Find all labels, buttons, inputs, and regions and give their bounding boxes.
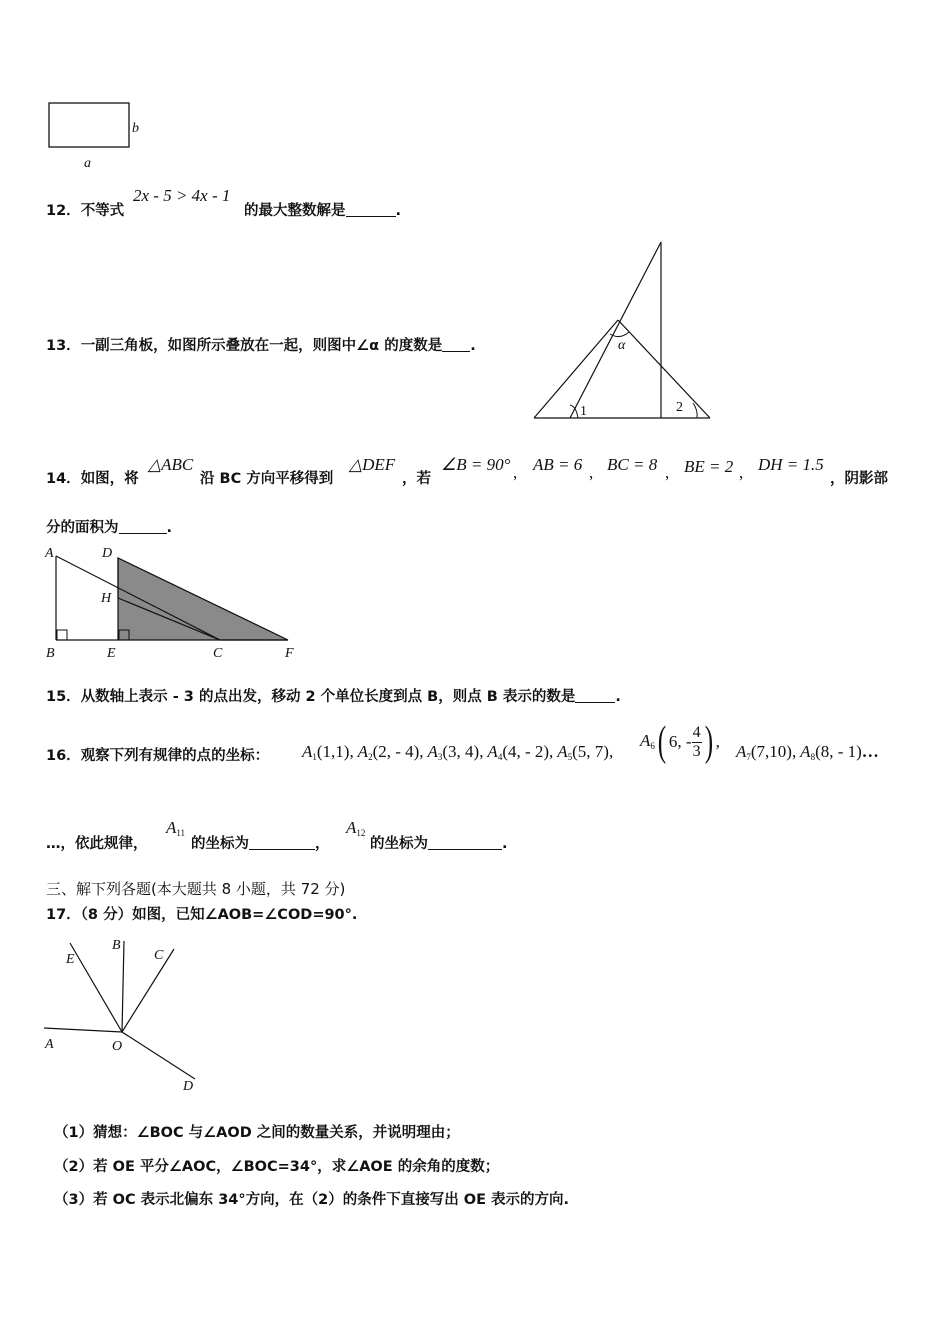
- condition-dh: DH = 1.5: [758, 455, 824, 474]
- question-17-head: 17．（8 分）如图，已知∠AOB=∠COD=90°.: [46, 907, 358, 923]
- q14-line2: 分的面积为 .: [46, 520, 173, 536]
- point-a7: $A_7(7,10)$,: [736, 742, 797, 762]
- point-f: F: [285, 646, 294, 661]
- ray-b-label: B: [112, 938, 121, 953]
- point-h: H: [101, 591, 112, 606]
- answer-blank[interactable]: [249, 835, 315, 850]
- q14-translate-text: 沿 BC 方向平移得到: [200, 471, 334, 487]
- q16-points-tail: $A_7(7,10)$, $A_8(8$, - 1)…: [736, 742, 879, 762]
- answer-blank[interactable]: [442, 337, 470, 352]
- condition-ab: AB = 6: [533, 455, 583, 474]
- ray-d-label: D: [183, 1079, 194, 1094]
- point-a8: $A_8(8$, - 1): [800, 742, 862, 762]
- label-b: b: [132, 121, 139, 136]
- q16-points: [302, 742, 613, 762]
- point-a11: $A_{11}$: [166, 818, 186, 838]
- condition-bc: BC = 8: [607, 455, 658, 474]
- triangle-def: △DEF: [349, 455, 396, 474]
- question-12: [46, 199, 124, 220]
- triangle-abc: △ABC: [148, 455, 194, 474]
- answer-blank[interactable]: [119, 519, 167, 534]
- q16-line2: …，依此规律，: [46, 836, 148, 852]
- question-number: 12．: [46, 203, 81, 219]
- answer-blank[interactable]: [346, 202, 396, 217]
- angle-figure-q17: [40, 935, 220, 1100]
- question-16: [46, 744, 269, 765]
- question-13: 13．一副三角板，如图所示叠放在一起，则图中∠α 的度数是 .: [46, 338, 476, 354]
- section-heading: 三、解下列各题(本大题共 8 小题，共 72 分): [46, 880, 346, 898]
- rectangle-figure: [40, 95, 160, 175]
- q17-part-1: （1）猜想：∠BOC 与∠AOD 之间的数量关系，并说明理由；: [54, 1125, 460, 1141]
- ray-a-label: A: [45, 1037, 54, 1052]
- point-a: A: [45, 546, 54, 561]
- point-b: B: [46, 646, 55, 661]
- point-a12: $A_{12}$: [346, 818, 366, 838]
- point-a5: $A_5(5$, 7),: [557, 742, 614, 762]
- point-e: E: [107, 646, 116, 661]
- question-number: 15．: [46, 689, 81, 705]
- question-number: 14．: [46, 471, 81, 487]
- ray-e-label: E: [66, 952, 75, 967]
- ray-c-label: C: [154, 948, 164, 963]
- angle-2-label: 2: [676, 400, 683, 415]
- q17-part-3: （3）若 OC 表示北偏东 34°方向，在（2）的条件下直接写出 OE 表示的方向.: [54, 1192, 570, 1208]
- q13-text: 一副三角板，如图所示叠放在一起，则图中∠α 的度数是: [80, 338, 443, 354]
- q15-text: 从数轴上表示 - 3 的点出发，移动 2 个单位长度到点 B，则点 B 表示的数是: [80, 689, 576, 705]
- translation-figure-q14: [40, 540, 310, 665]
- answer-blank[interactable]: [575, 688, 615, 703]
- point-a4: $A_4(4$, - 2),: [487, 742, 554, 762]
- point-a6: $A_6$( 6, - $\frac{4}{3}$) ,: [640, 719, 720, 765]
- question-number: 16．: [46, 748, 81, 764]
- point-d: D: [102, 546, 113, 561]
- angle-1-label: 1: [580, 404, 587, 419]
- label-a: a: [84, 156, 91, 171]
- alpha-label: α: [618, 338, 626, 353]
- question-15: 15．从数轴上表示 - 3 的点出发，移动 2 个单位长度到点 B，则点 B 表示的数是 .: [46, 689, 621, 705]
- question-14: 14．如图，将: [46, 471, 139, 487]
- triangle-figure-q13: [530, 240, 720, 430]
- point-c: C: [213, 646, 223, 661]
- point-a1: $A_1(1,1)$,: [302, 742, 354, 762]
- q16-text: 观察下列有规律的点的坐标：: [80, 748, 270, 764]
- q12-expression: 2x - 5 > 4x - 1: [133, 186, 231, 205]
- answer-blank[interactable]: [428, 835, 502, 850]
- q12-pre: 不等式: [80, 203, 125, 219]
- vertex-o-label: O: [112, 1039, 123, 1054]
- point-a3: $A_3(3$, 4),: [427, 742, 484, 762]
- q12-post: 的最大整数解是: [244, 203, 346, 219]
- condition-be: BE = 2: [684, 457, 734, 476]
- q17-part-2: （2）若 OE 平分∠AOC，∠BOC=34°，求∠AOE 的余角的度数；: [54, 1159, 500, 1175]
- question-number: 13．: [46, 338, 81, 354]
- condition-angle-b: ∠B = 90°: [441, 455, 511, 474]
- point-a2: $A_2(2$, - 4),: [357, 742, 424, 762]
